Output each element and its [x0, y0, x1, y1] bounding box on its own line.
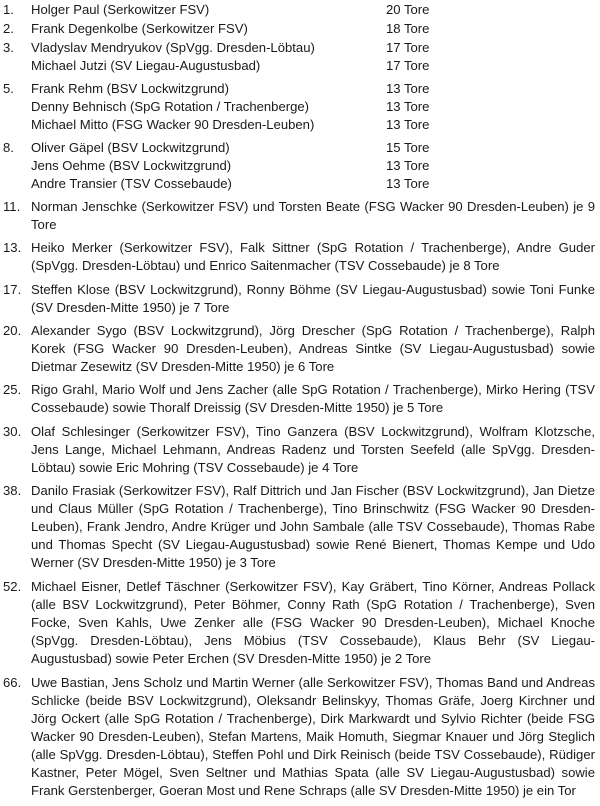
ranking-entry — [0, 239, 600, 275]
scorer-group-text: Steffen Klose (BSV Lockwitzgrund), Ronny Böhme (SV Liegau-Augustusbad) sowie Toni Funke (SV Dresden-Mitte 1950) je 7 Tore — [31, 282, 595, 315]
scorer-group-text: Heiko Merker (Serkowitzer FSV), Falk Sittner (SpG Rotation / Trachenberge), Andre Guder (SpVgg. Dresden-Löbtau) und Enrico Saitenmacher (TSV Cossebaude) je 8 Tore — [31, 240, 595, 273]
scorer-row — [0, 20, 600, 38]
rank-number: 17. — [3, 282, 22, 297]
ranking-entry — [0, 281, 600, 317]
rank-number: 1. — [3, 2, 14, 17]
scorer-group-text: Olaf Schlesinger (Serkowitzer FSV), Tino Ganzera (BSV Lockwitzgrund), Wolfram Klotzsche, Jens Lange, Michael Lehmann, Andreas Radenz und Torsten Seefeld (alle SpVgg. Dresden-Löbtau) sowie Eric Mohring (TSV Cossebaude) je 4 Tore — [31, 424, 595, 475]
player-name: Vladyslav Mendryukov (SpVgg. Dresden-Löbtau) — [31, 40, 315, 55]
scorer-group-text: Michael Eisner, Detlef Täschner (Serkowitzer FSV), Kay Gräbert, Tino Körner, Andreas Pollack (alle BSV Lockwitzgrund), Peter Böhmer, Conny Rath (SpG Rotation / Trachenberge), Sven Focke, Sven Kahls, Uwe Zenker alle (FSG Wacker 90 Dresden-Leuben), Michael Knoche (SpVgg. Dresden-Löbtau), Jens Möbius (TSV Cossebaude), Klaus Behr (SV Liegau-Augustusbad) sowie Peter Erchen (SV Dresden-Mitte 1950) je 2 Tore — [31, 579, 595, 666]
ranking-entry — [0, 423, 600, 477]
ranking-entry — [0, 20, 600, 38]
ranking-entry — [0, 80, 600, 134]
goal-count: 17 Tore — [386, 58, 430, 73]
rank-number: 38. — [3, 483, 22, 498]
goal-count: 17 Tore — [386, 40, 430, 55]
scorer-row — [0, 139, 600, 157]
rank-number: 3. — [3, 40, 14, 55]
goal-count: 13 Tore — [386, 176, 430, 191]
rank-number: 52. — [3, 579, 22, 594]
scorer-row — [0, 116, 600, 134]
player-name: Andre Transier (TSV Cossebaude) — [31, 176, 232, 191]
scorer-group-text: Danilo Frasiak (Serkowitzer FSV), Ralf Dittrich und Jan Fischer (BSV Lockwitzgrund), Jan Dietze und Claus Müller (SpG Rotation / Trachenberge), Tino Brinschwitz (FSG Wacker 90 Dresden-Leuben), Frank Jendro, Andre Krüger und John Sambale (alle TSV Cossebaude), Thomas Rabe und Thomas Specht (SV Liegau-Augustusbad) sowie René Bienert, Thomas Kempe und Udo Werner (SV Dresden-Mitte 1950) je 3 Tore — [31, 483, 595, 570]
scorer-row — [0, 57, 600, 75]
goal-count: 15 Tore — [386, 140, 430, 155]
player-name: Michael Mitto (FSG Wacker 90 Dresden-Leuben) — [31, 117, 315, 132]
rank-number: 13. — [3, 240, 22, 255]
scorer-group-text: Rigo Grahl, Mario Wolf und Jens Zacher (alle SpG Rotation / Trachenberge), Mirko Hering (TSV Cossebaude) sowie Thoralf Dreissig (SV Dresden-Mitte 1950) je 5 Tore — [31, 382, 595, 415]
ranking-entry — [0, 674, 600, 800]
ranking-entry — [0, 139, 600, 193]
rank-number: 11. — [3, 199, 21, 214]
scorer-row — [0, 175, 600, 193]
scorer-group-text: Uwe Bastian, Jens Scholz und Martin Werner (alle Serkowitzer FSV), Thomas Band und Andreas Schlicke (beide BSV Lockwitzgrund), Oleksandr Belinskyy, Thomas Gräfe, Joerg Kirchner und Jörg Ockert (alle SpG Rotation / Trachenberge), Dirk Markwardt und Sylvio Richter (beide FSG Wacker 90 Dresden-Leuben), Stefan Martens, Maik Homuth, Siegmar Knauer und Jörg Steglich (alle SpVgg. Dresden-Löbtau), Steffen Pohl und Dirk Reinisch (beide TSV Cossebaude), Rüdiger Kastner, Peter Mögel, Sven Seltner und Mathias Spata (alle SV Liegau-Augustusbad) sowie Frank Gerstenberger, Goeran Most und Rene Schraps (alle SV Dresden-Mitte 1950) je ein Tor — [31, 675, 595, 798]
rank-number: 2. — [3, 21, 14, 36]
scorer-row — [0, 157, 600, 175]
ranking-entry — [0, 322, 600, 376]
goal-count: 13 Tore — [386, 117, 430, 132]
ranking-entry — [0, 381, 600, 417]
rank-number: 8. — [3, 140, 14, 155]
goal-count: 18 Tore — [386, 21, 430, 36]
player-name: Oliver Gäpel (BSV Lockwitzgrund) — [31, 140, 230, 155]
goal-count: 13 Tore — [386, 81, 430, 96]
goal-count: 13 Tore — [386, 99, 430, 114]
scorer-row — [0, 98, 600, 116]
scorer-row — [0, 1, 600, 19]
goal-count: 13 Tore — [386, 158, 430, 173]
scorer-group-text: Alexander Sygo (BSV Lockwitzgrund), Jörg Drescher (SpG Rotation / Trachenberge), Ralph Korek (FSG Wacker 90 Dresden-Leuben), Andreas Sintke (SV Liegau-Augustusbad) sowie Dietmar Zesewitz (SV Dresden-Mitte 1950) je 6 Tore — [31, 323, 595, 374]
player-name: Jens Oehme (BSV Lockwitzgrund) — [31, 158, 232, 173]
ranking-entry — [0, 39, 600, 75]
scorer-row — [0, 39, 600, 57]
player-name: Denny Behnisch (SpG Rotation / Trachenberge) — [31, 99, 310, 114]
rank-number: 30. — [3, 424, 22, 439]
rank-number: 5. — [3, 81, 14, 96]
rank-number: 25. — [3, 382, 22, 397]
ranking-entry — [0, 1, 600, 19]
rank-number: 66. — [3, 675, 22, 690]
scorer-row — [0, 80, 600, 98]
scorer-group-text: Norman Jenschke (Serkowitzer FSV) und Torsten Beate (FSG Wacker 90 Dresden-Leuben) je 9 Tore — [31, 199, 595, 232]
rank-number: 20. — [3, 323, 22, 338]
player-name: Frank Rehm (BSV Lockwitzgrund) — [31, 81, 229, 96]
player-name: Frank Degenkolbe (Serkowitzer FSV) — [31, 21, 248, 36]
goal-count: 20 Tore — [386, 2, 430, 17]
ranking-entry — [0, 482, 600, 572]
ranking-entry — [0, 198, 600, 234]
scorer-list — [0, 1, 600, 806]
player-name: Holger Paul (Serkowitzer FSV) — [31, 2, 210, 17]
ranking-entry — [0, 578, 600, 668]
player-name: Michael Jutzi (SV Liegau-Augustusbad) — [31, 58, 261, 73]
